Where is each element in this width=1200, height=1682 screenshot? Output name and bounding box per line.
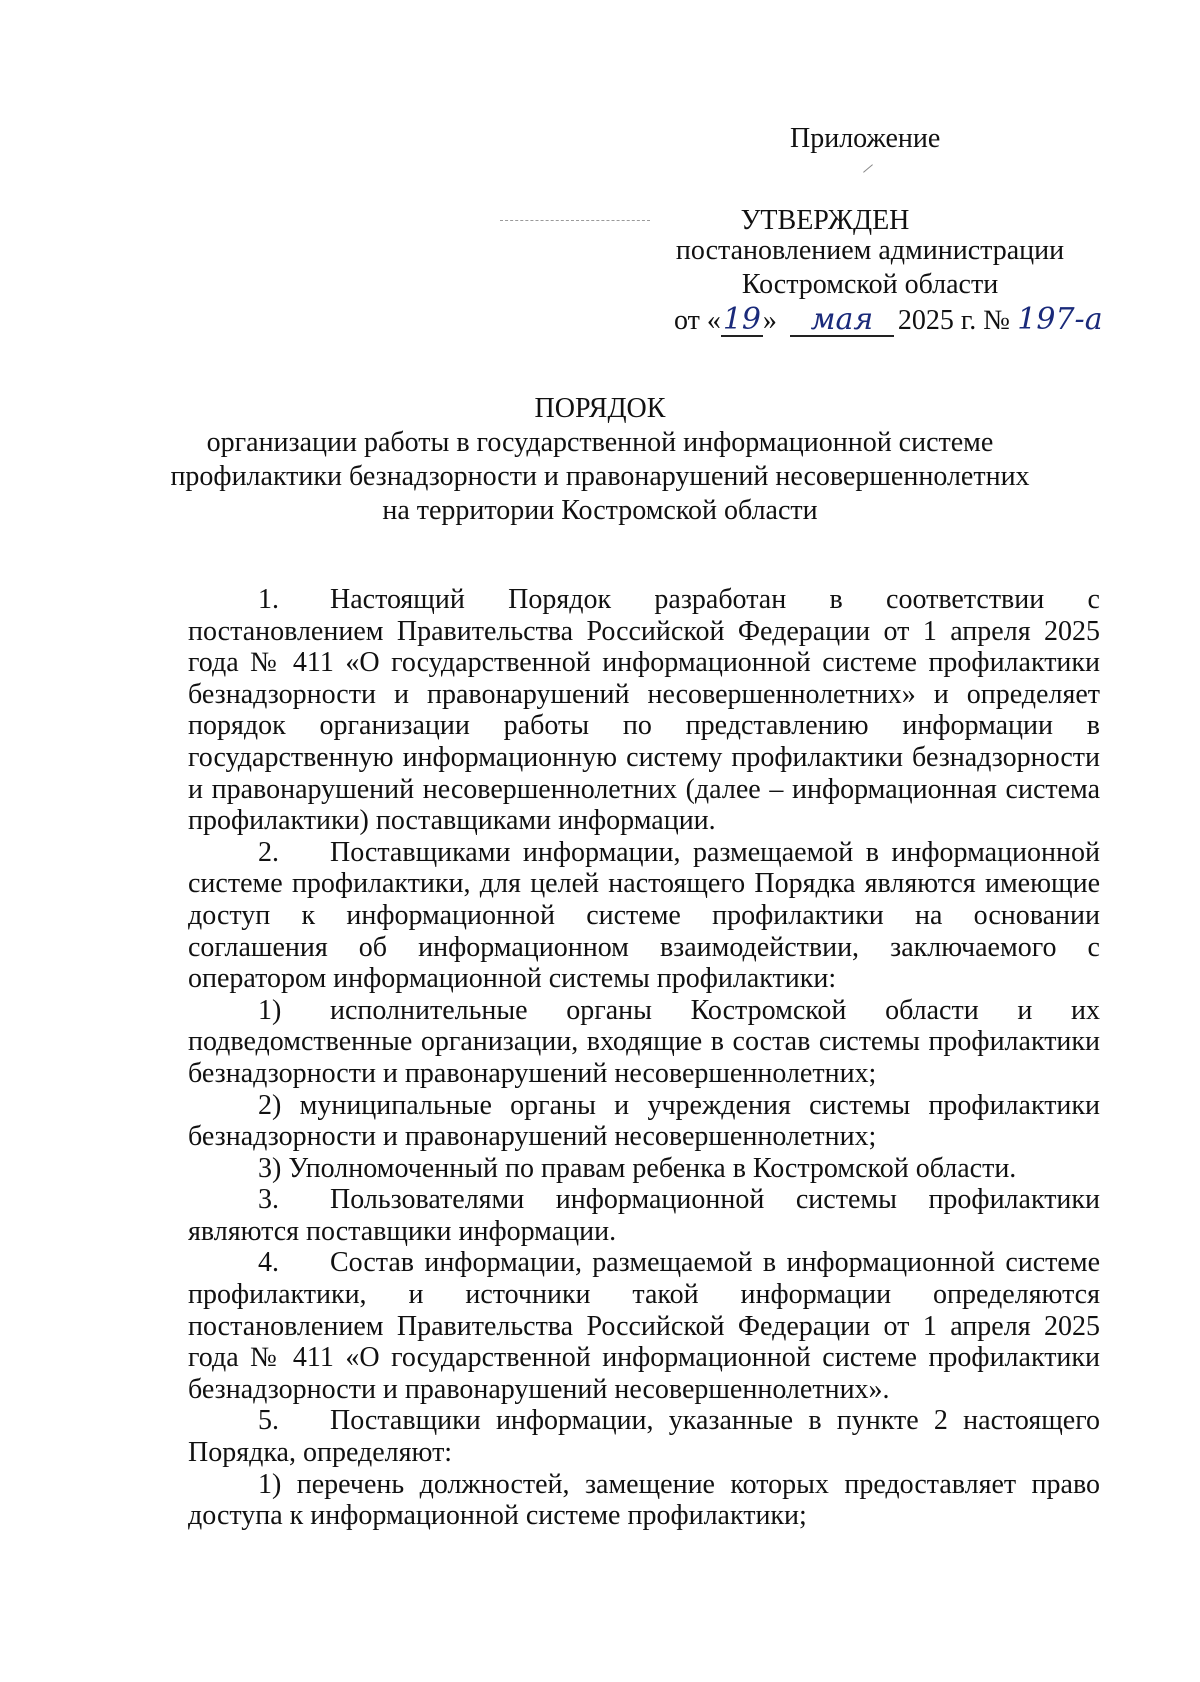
paragraph-text: Поставщиками информации, размещаемой в информационной системе профилактики, для целей настоящего Порядка являются имеющие доступ к информационной системе профилактики на основании соглашения об информационном взаимодействии, заключаемого с оператором информационной системы профилактики: xyxy=(188,836,1100,995)
scan-artifact-dash xyxy=(500,220,650,221)
handwritten-month: мая xyxy=(790,305,894,337)
paragraph xyxy=(188,1405,1100,1468)
paragraph-text: 1) перечень должностей, замещение которых предоставляет право доступа к информационной системе профилактики; xyxy=(188,1468,1100,1532)
approved-by: постановлением администрации xyxy=(675,235,1065,266)
paragraph-number: 5. xyxy=(258,1405,279,1437)
paragraph-text: 2) муниципальные органы и учреждения системы профилактики безнадзорности и правонарушений несовершеннолетних; xyxy=(188,1089,1100,1153)
paragraph xyxy=(188,1184,1100,1247)
document-body xyxy=(188,584,1100,1532)
paragraph-text: исполнительные органы Костромской области и их подведомственные организации, входящие в состав системы профилактики безнадзорности и правонарушений несовершеннолетних; xyxy=(188,994,1100,1089)
paragraph xyxy=(188,995,1100,1090)
paragraph xyxy=(188,1153,1100,1185)
handwritten-number: 197-а xyxy=(1017,302,1103,337)
title-subtitle-line: на территории Костромской области xyxy=(382,495,818,526)
paragraph-number: 3. xyxy=(258,1184,279,1216)
paragraph xyxy=(188,1469,1100,1532)
title-heading: ПОРЯДОК xyxy=(534,393,666,424)
paragraph-text: Настоящий Порядок разработан в соответствии с постановлением Правительства Российской Федерации от 1 апреля 2025 года № 411 «О государственной информационной системе профилактики безнадзорности и правонарушений несовершеннолетних» и определяет порядок организации работы по представлению информации в государственную информационную систему профилактики безнадзорности и правонарушений несовершеннолетних (далее – информационная система профилактики) поставщиками информации. xyxy=(188,584,1100,837)
date-prefix: от « xyxy=(674,305,721,336)
approved-region: Костромской области xyxy=(741,269,999,300)
paragraph-text: Поставщики информации, указанные в пункте 2 настоящего Порядка, определяют: xyxy=(188,1405,1100,1469)
paragraph-text: Состав информации, размещаемой в информационной системе профилактики, и источники такой информации определяются постановлением Правительства Российской Федерации от 1 апреля 2025 года № 411 «О государственной информационной системе профилактики безнадзорности и правонарушений несовершеннолетних». xyxy=(188,1247,1100,1405)
handwritten-day: 19 xyxy=(722,302,761,337)
annex-label: Приложение xyxy=(790,123,941,154)
paragraph-number: 1) xyxy=(258,994,282,1026)
paragraph-number: 2. xyxy=(258,836,279,868)
paragraph xyxy=(188,1247,1100,1405)
paragraph xyxy=(188,1090,1100,1153)
paragraph xyxy=(188,837,1100,995)
paragraph-text: Пользователями информационной системы профилактики являются поставщики информации. xyxy=(188,1184,1100,1247)
approval-dateline xyxy=(672,304,1112,338)
title-subtitle-line: организации работы в государственной информационной системе xyxy=(206,427,994,458)
paragraph xyxy=(188,584,1100,837)
title-subtitle-line: профилактики безнадзорности и правонарушений несовершеннолетних xyxy=(170,461,1030,492)
paragraph-number: 1. xyxy=(258,584,279,615)
document-title xyxy=(150,392,1050,528)
paragraph-text: 3) Уполномоченный по правам ребенка в Костромской области. xyxy=(258,1152,1017,1184)
date-mid: » xyxy=(762,305,784,336)
date-year: 2025 г. № xyxy=(897,305,1010,336)
approved-label: УТВЕРЖДЕН xyxy=(740,205,910,236)
paragraph-number: 4. xyxy=(258,1247,279,1279)
scan-artifact-mark xyxy=(863,164,873,172)
